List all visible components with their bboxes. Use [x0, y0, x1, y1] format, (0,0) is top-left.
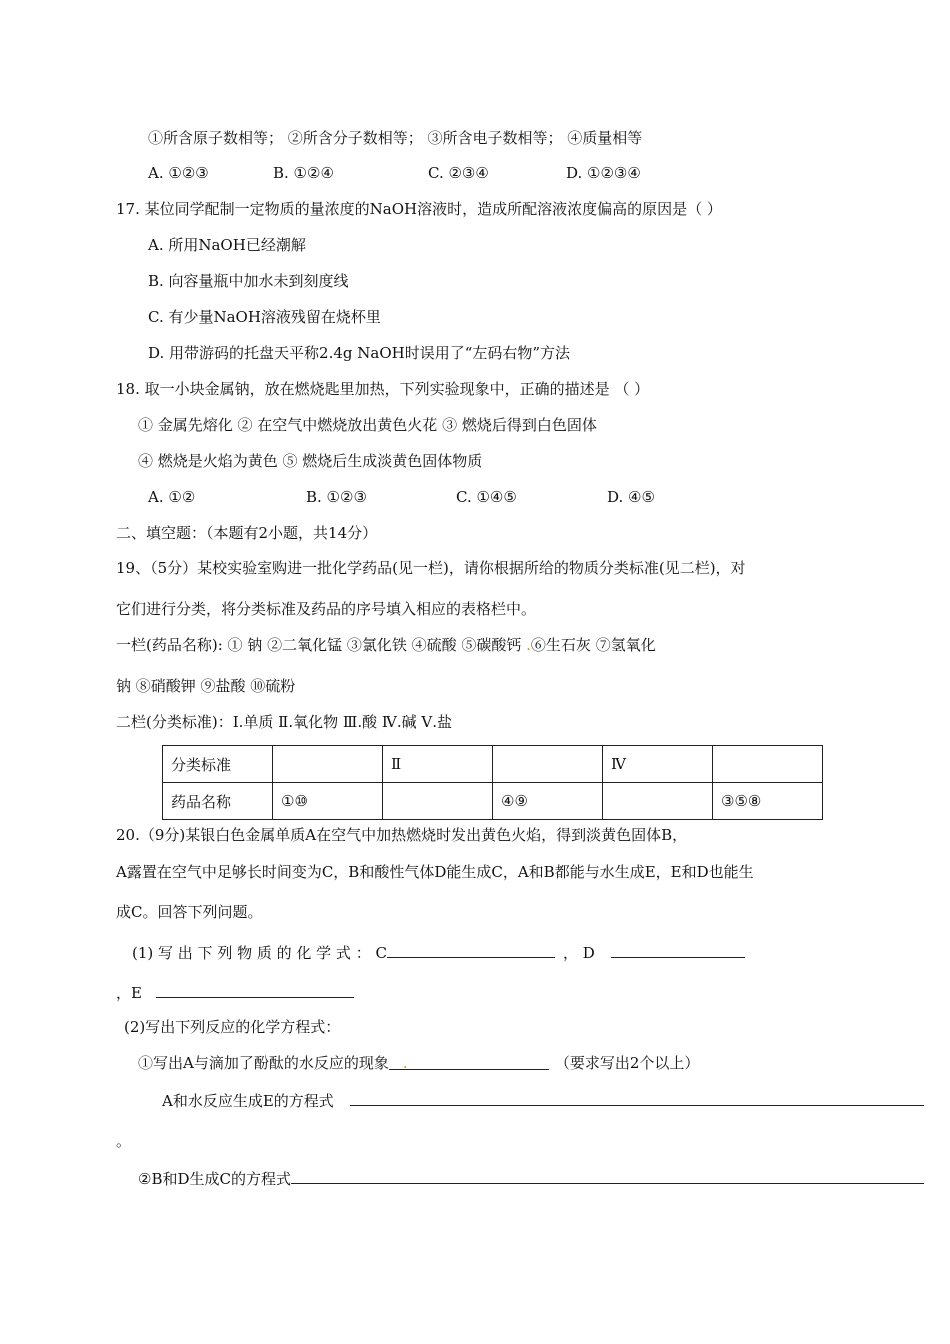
answer-blank-equation-c[interactable] — [291, 1167, 924, 1184]
table-cell-input[interactable] — [603, 783, 713, 820]
q19-column-1-dot: . — [526, 636, 531, 654]
q17-stem: 17. 某位同学配制一定物质的量浓度的NaOH溶液时，造成所配溶液浓度偏高的原因是（ ） — [116, 200, 722, 218]
q20-part2-1-label: ①写出A与滴加了酚酞的水反应的现象 — [138, 1054, 389, 1072]
q16-option-c: C. ②③④ — [428, 164, 489, 182]
q18-option-a: A. ①② — [148, 488, 196, 506]
q18-statements-2: ④ 燃烧是火焰为黄色 ⑤ 燃烧后生成淡黄色固体物质 — [138, 452, 483, 470]
answer-blank-d[interactable] — [611, 941, 745, 958]
q20-part1-label-c: (1) 写 出 下 列 物 质 的 化 学 式 ： C — [132, 944, 387, 962]
q19-stem-1: 19、（5分）某校实验室购进一批化学药品(见一栏)，请你根据所给的物质分类标准(见二栏)，对 — [116, 559, 746, 577]
q16-option-a: A. ①②③ — [148, 164, 209, 182]
q17-option-c: C. 有少量NaOH溶液残留在烧杯里 — [148, 308, 381, 326]
classification-table — [162, 745, 823, 820]
q17-option-b: B. 向容量瓶中加水未到刻度线 — [148, 272, 349, 290]
q18-statements-1: ① 金属先熔化 ② 在空气中燃烧放出黄色火花 ③ 燃烧后得到白色固体 — [138, 416, 597, 434]
q18-stem: 18. 取一小块金属钠，放在燃烧匙里加热，下列实验现象中，正确的描述是 （ ） — [116, 380, 650, 398]
q18-option-b: B. ①②③ — [306, 488, 367, 506]
table-cell: 分类标准 — [163, 746, 273, 783]
table-cell: ③⑤⑧ — [713, 783, 823, 820]
q20-part1-cont — [116, 981, 354, 1003]
yellow-dot: . — [402, 1054, 408, 1072]
table-cell-input[interactable] — [493, 746, 603, 783]
answer-blank-e[interactable] — [156, 981, 354, 998]
q16-option-d: D. ①②③④ — [566, 164, 641, 182]
q20-part1-label-d: ， D — [562, 944, 595, 962]
q20-part2-3-label: ②B和D生成C的方程式 — [138, 1170, 291, 1188]
q19-column-1-cont: 钠 ⑧硝酸钾 ⑨盐酸 ⑩硫粉 — [116, 677, 296, 695]
table-cell: ①⑩ — [273, 783, 383, 820]
answer-blank-phenomenon[interactable] — [389, 1053, 549, 1070]
table-cell: 药品名称 — [163, 783, 273, 820]
q20-stem-1: 20.（9分)某银白色金属单质A在空气中加热燃烧时发出黄色火焰，得到淡黄色固体B， — [116, 826, 688, 844]
q20-part2-2-label: A和水反应生成E的方程式 — [162, 1092, 334, 1110]
q20-stem-3: 成C。回答下列问题。 — [116, 903, 263, 921]
q20-part2-1 — [138, 1053, 699, 1073]
q20-part1 — [132, 941, 745, 963]
answer-blank-equation-e[interactable] — [350, 1089, 924, 1106]
table-cell: ④⑨ — [493, 783, 603, 820]
q18-option-d: D. ④⑤ — [607, 488, 655, 506]
section-heading: 二、填空题：（本题有2小题，共14分） — [116, 524, 378, 542]
q18-option-c: C. ①④⑤ — [456, 488, 517, 506]
q20-part2-heading: (2)写出下列反应的化学方程式： — [124, 1018, 341, 1036]
q20-part1-label-e: ，E — [116, 984, 142, 1002]
q20-part2-1-note: （要求写出2个以上） — [554, 1054, 700, 1072]
q20-part2-3 — [138, 1167, 924, 1189]
table-cell-input[interactable] — [273, 746, 383, 783]
q19-column-1-text-b: ⑥生石灰 ⑦氢氧化 — [530, 636, 656, 654]
q20-part2-2 — [162, 1089, 924, 1111]
q19-column-1 — [116, 635, 656, 655]
q17-option-d: D. 用带游码的托盘天平称2.4g NaOH时误用了“左码右物”方法 — [148, 344, 571, 362]
table-cell-input[interactable] — [713, 746, 823, 783]
q16-option-b: B. ①②④ — [273, 164, 334, 182]
q16-statements: ①所含原子数相等； ②所含分子数相等； ③所含电子数相等； ④质量相等 — [148, 129, 643, 147]
table-row — [163, 783, 823, 820]
q20-period: 。 — [116, 1132, 132, 1150]
table-cell: Ⅱ — [383, 746, 493, 783]
table-cell: Ⅳ — [603, 746, 713, 783]
q19-column-1-text-a: 一栏(药品名称): ① 钠 ②二氧化锰 ③氯化铁 ④硫酸 ⑤碳酸钙 — [116, 636, 527, 654]
q17-option-a: A. 所用NaOH已经潮解 — [148, 236, 306, 254]
q19-stem-2: 它们进行分类，将分类标准及药品的序号填入相应的表格栏中。 — [116, 600, 537, 618]
answer-blank-c[interactable] — [387, 941, 555, 958]
q19-column-2: 二栏(分类标准)：Ⅰ.单质 Ⅱ.氧化物 Ⅲ.酸 Ⅳ.碱 Ⅴ.盐 — [116, 713, 453, 731]
table-cell-input[interactable] — [383, 783, 493, 820]
q20-stem-2: A露置在空气中足够长时间变为C，B和酸性气体D能生成C，A和B都能与水生成E，E和D也能生 — [116, 863, 754, 881]
table-row — [163, 746, 823, 783]
